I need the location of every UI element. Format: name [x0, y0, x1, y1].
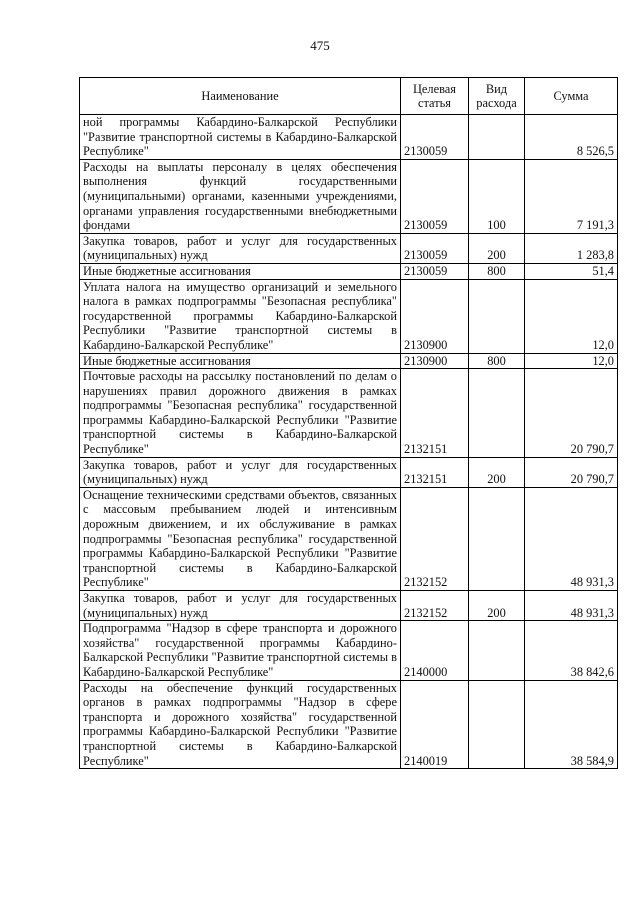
- cell-name: Подпрограмма "Надзор в сфере транспорта и дорожного хозяйства" государственной программы Кабардино-Балкарской Республики "Развитие транспортной системы в Кабардино-Балкарской Республике": [80, 621, 401, 680]
- cell-name: Оснащение техническими средствами объектов, связанных с массовым пребыванием людей и интенсивным дорожным движением, и их обслуживание в рамках подпрограммы "Безопасная республика" государственной программы Кабардино-Балкарской Республики "Развитие транспортной системы в Кабардино-Балкарской Республике": [80, 487, 401, 590]
- cell-target-article: 2130900: [401, 353, 469, 369]
- cell-sum: 1 283,8: [525, 233, 618, 263]
- cell-sum: 20 790,7: [525, 369, 618, 458]
- table-row: [80, 159, 618, 233]
- cell-target-article: 2130059: [401, 159, 469, 233]
- header-name: Наименование: [80, 78, 401, 115]
- cell-name: Закупка товаров, работ и услуг для государственных (муниципальных) нужд: [80, 233, 401, 263]
- cell-expense-kind: [469, 279, 525, 353]
- cell-sum: 8 526,5: [525, 115, 618, 160]
- cell-name: Закупка товаров, работ и услуг для государственных (муниципальных) нужд: [80, 457, 401, 487]
- cell-expense-kind: 800: [469, 263, 525, 279]
- cell-sum: 48 931,3: [525, 487, 618, 590]
- cell-expense-kind: 800: [469, 353, 525, 369]
- header-expense-kind: Вид расхода: [469, 78, 525, 115]
- table-row: [80, 279, 618, 353]
- cell-sum: 38 842,6: [525, 621, 618, 680]
- budget-table: [79, 77, 618, 769]
- cell-expense-kind: [469, 369, 525, 458]
- cell-expense-kind: 100: [469, 159, 525, 233]
- table-row: [80, 621, 618, 680]
- cell-sum: 48 931,3: [525, 591, 618, 621]
- table-row: [80, 457, 618, 487]
- cell-name: Закупка товаров, работ и услуг для государственных (муниципальных) нужд: [80, 591, 401, 621]
- table-row: [80, 680, 618, 769]
- table-row: [80, 263, 618, 279]
- table-row: [80, 233, 618, 263]
- cell-sum: 51,4: [525, 263, 618, 279]
- cell-expense-kind: 200: [469, 233, 525, 263]
- cell-name: Почтовые расходы на рассылку постановлений по делам о нарушениях правил дорожного движения в рамках подпрограммы "Безопасная республика" государственной программы Кабардино-Балкарской Республики "Развитие транспортной системы в Кабардино-Балкарской Республике": [80, 369, 401, 458]
- table-row: [80, 591, 618, 621]
- cell-target-article: 2130059: [401, 263, 469, 279]
- cell-expense-kind: 200: [469, 591, 525, 621]
- header-target-article: Целевая статья: [401, 78, 469, 115]
- table-row: [80, 115, 618, 160]
- cell-name: Расходы на обеспечение функций государственных органов в рамках подпрограммы "Надзор в сфере транспорта и дорожного хозяйства" государственной программы Кабардино-Балкарской Республики "Развитие транспортной системы в Кабардино-Балкарской Республике": [80, 680, 401, 769]
- table-row: [80, 487, 618, 590]
- cell-sum: 20 790,7: [525, 457, 618, 487]
- cell-target-article: 2140000: [401, 621, 469, 680]
- cell-expense-kind: [469, 115, 525, 160]
- table-row: [80, 369, 618, 458]
- cell-target-article: 2132152: [401, 591, 469, 621]
- cell-target-article: 2132151: [401, 457, 469, 487]
- cell-target-article: 2130059: [401, 115, 469, 160]
- cell-sum: 12,0: [525, 353, 618, 369]
- cell-expense-kind: [469, 621, 525, 680]
- cell-target-article: 2132152: [401, 487, 469, 590]
- cell-target-article: 2140019: [401, 680, 469, 769]
- cell-sum: 7 191,3: [525, 159, 618, 233]
- cell-name: ной программы Кабардино-Балкарской Республики "Развитие транспортной системы в Кабардино-Балкарской Республике": [80, 115, 401, 160]
- cell-target-article: 2130900: [401, 279, 469, 353]
- header-sum: Сумма: [525, 78, 618, 115]
- page-number: 475: [310, 38, 330, 53]
- cell-expense-kind: [469, 487, 525, 590]
- cell-expense-kind: [469, 680, 525, 769]
- table-header-row: [80, 78, 618, 115]
- cell-name: Иные бюджетные ассигнования: [80, 263, 401, 279]
- cell-target-article: 2130059: [401, 233, 469, 263]
- table-row: [80, 353, 618, 369]
- cell-name: Уплата налога на имущество организаций и земельного налога в рамках подпрограммы "Безопасная республика" государственной программы Кабардино-Балкарской Республики "Развитие транспортной системы в Кабардино-Балкарской Республике": [80, 279, 401, 353]
- cell-target-article: 2132151: [401, 369, 469, 458]
- cell-expense-kind: 200: [469, 457, 525, 487]
- cell-sum: 38 584,9: [525, 680, 618, 769]
- cell-name: Иные бюджетные ассигнования: [80, 353, 401, 369]
- cell-sum: 12,0: [525, 279, 618, 353]
- cell-name: Расходы на выплаты персоналу в целях обеспечения выполнения функций государственными (муниципальными) органами, казенными учреждениями, органами управления государственными внебюджетными фондами: [80, 159, 401, 233]
